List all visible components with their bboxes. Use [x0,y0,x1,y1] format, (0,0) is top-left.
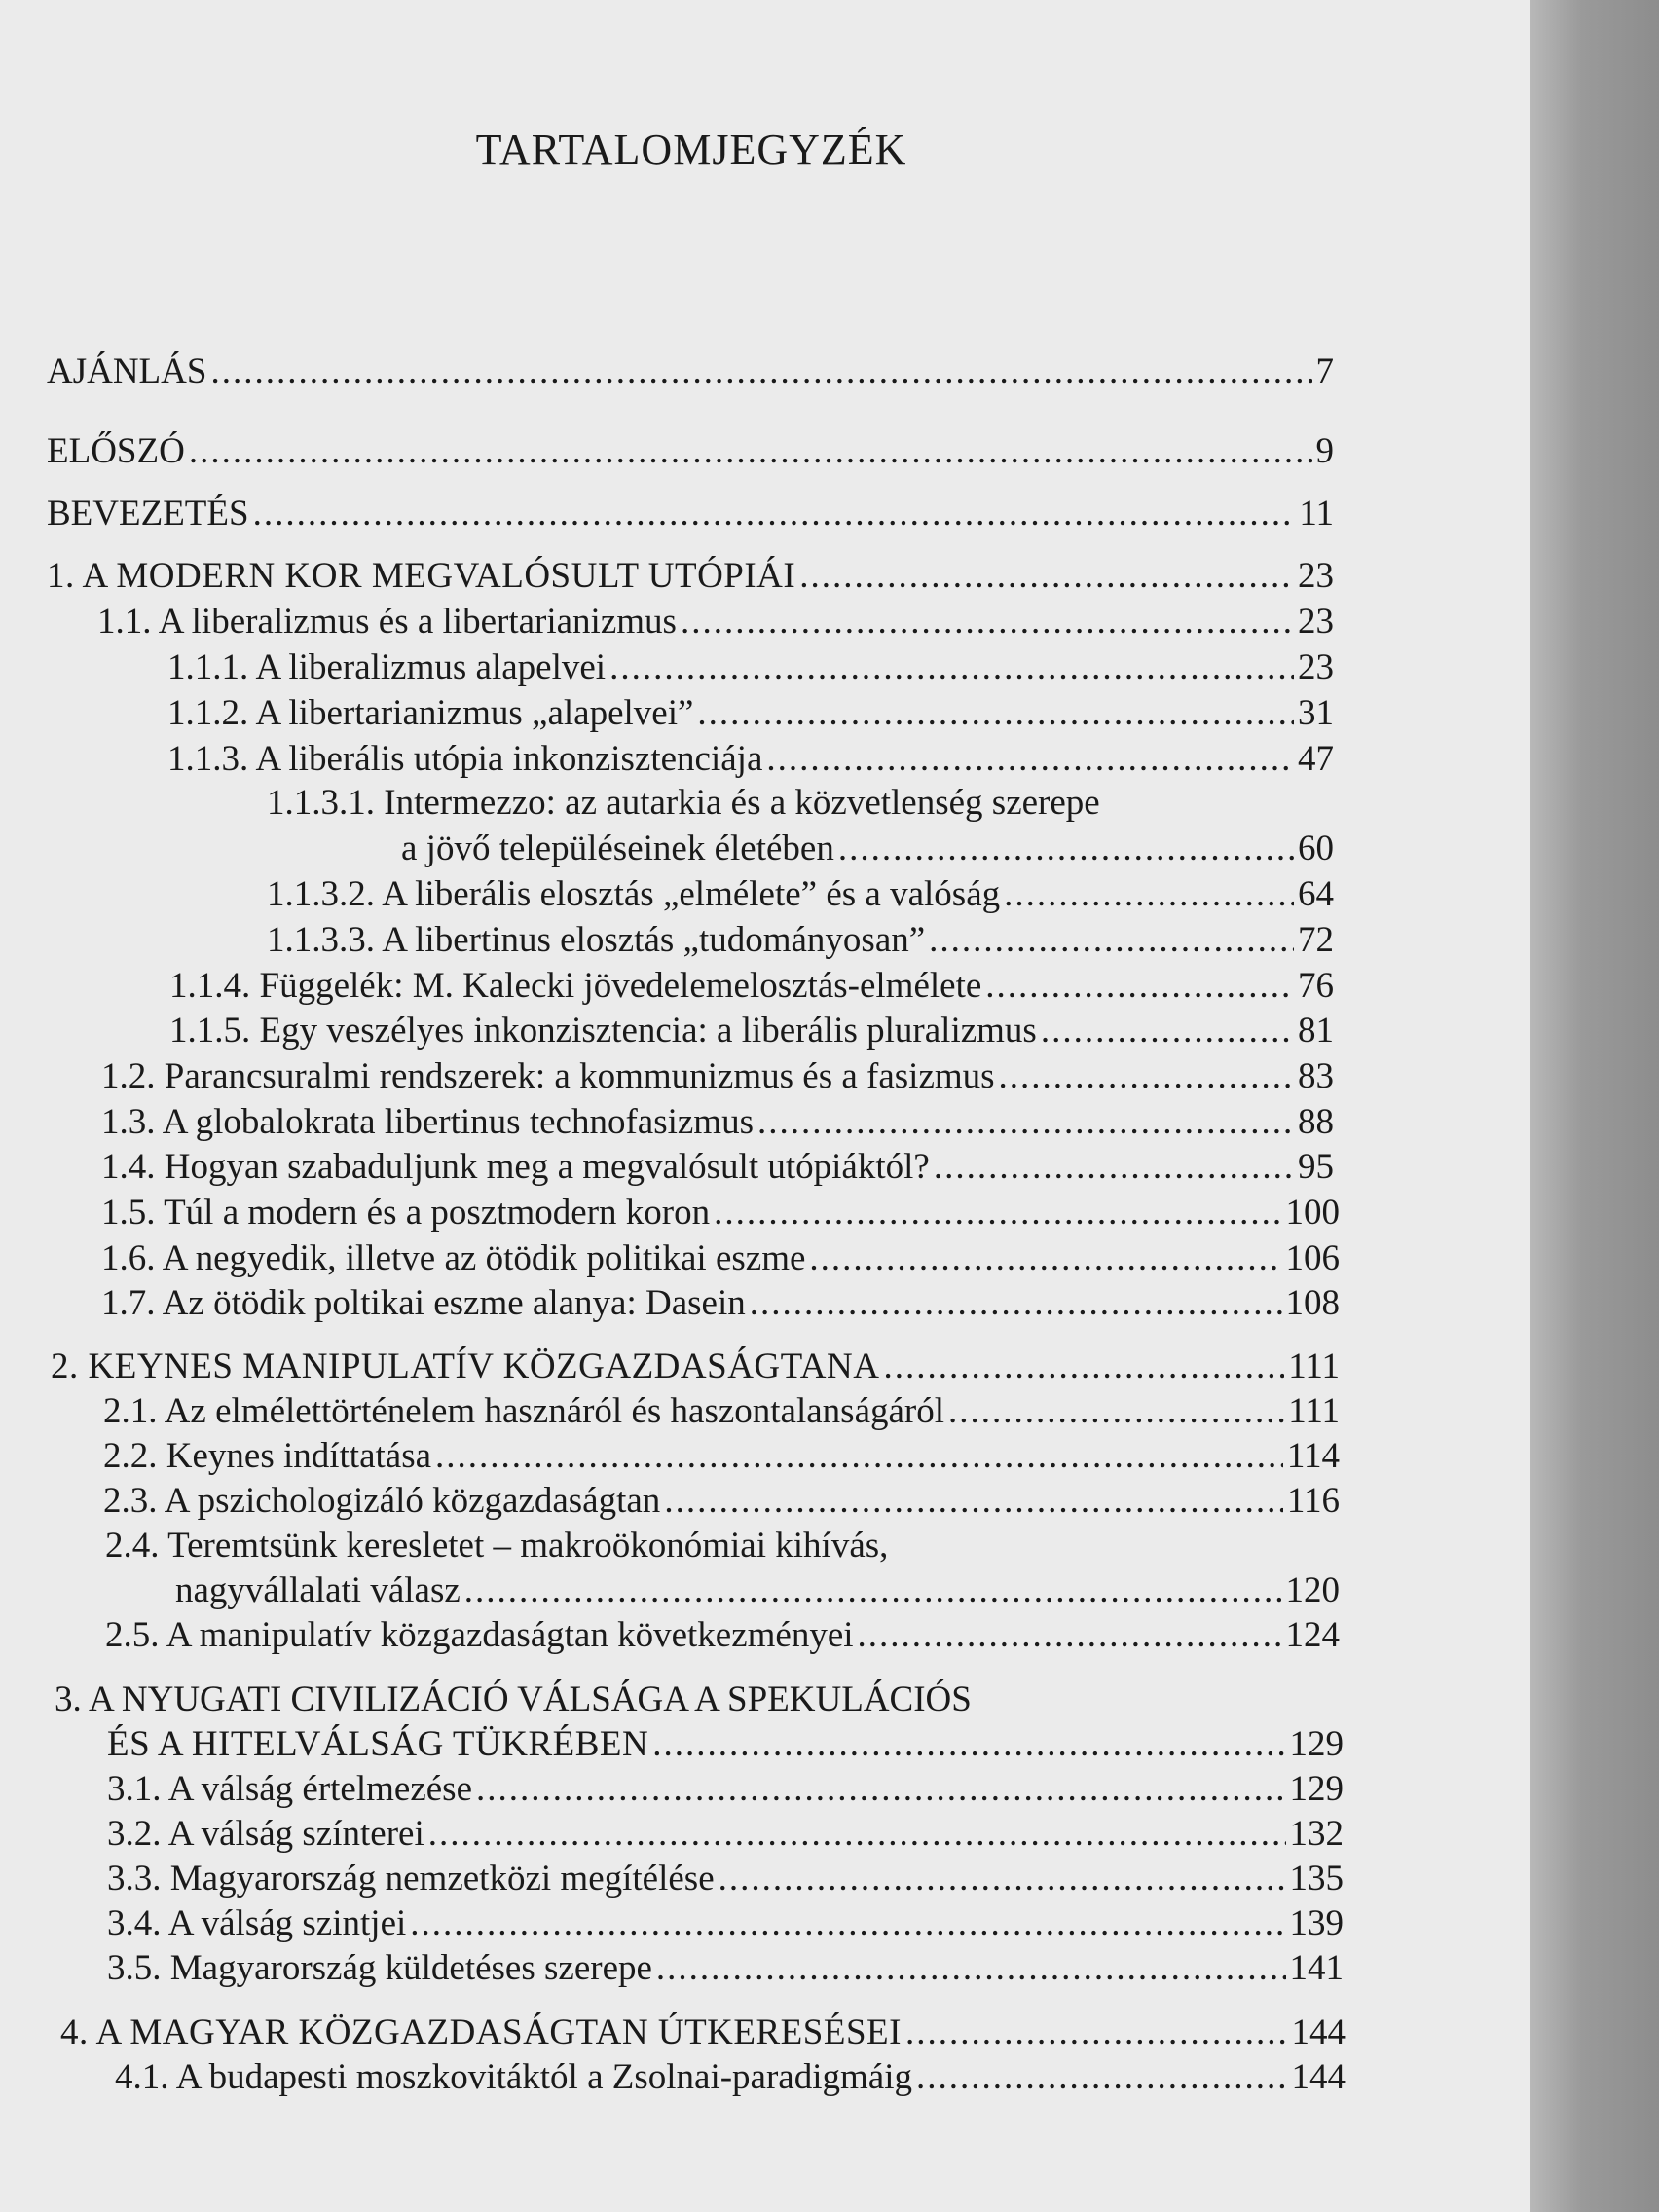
leader-dots [714,1192,1281,1235]
toc-entry-label: 1.1.5. Egy veszélyes inkonzisztencia: a liberális pluralizmus [169,1011,1037,1051]
leader-dots [985,965,1294,1008]
toc-entry-page: 111 [1288,1391,1340,1431]
leader-dots [757,1101,1294,1144]
toc-entry-1-1-3-1-line1: 1.1.3.1. Intermezzo: az autarkia és a közvetlenség szerepe [267,783,1100,823]
toc-entry-1-5 [101,1192,1340,1235]
toc-entry-page: 144 [1291,2057,1346,2097]
toc-entry-label: 2.3. A pszichologizáló közgazdaságtan [103,1481,661,1521]
toc-entry-page: 114 [1286,1436,1340,1476]
toc-entry-page: 139 [1289,1903,1344,1943]
toc-entry-1-1-3-3 [267,919,1334,962]
leader-dots [652,1723,1285,1766]
toc-chapter-3-line1: 3. A NYUGATI CIVILIZÁCIÓ VÁLSÁGA A SPEKULÁCIÓS [55,1679,972,1719]
toc-entry-page: 47 [1298,739,1334,779]
toc-entry-2-4 [175,1569,1340,1612]
leader-dots [858,1614,1282,1657]
toc-entry-label: 2. KEYNES MANIPULATÍV KÖZGAZDASÁGTANA [51,1346,880,1386]
leader-dots [999,1055,1294,1098]
toc-entry-page: 83 [1298,1056,1334,1096]
toc-entry-2-2 [103,1435,1340,1478]
toc-entry-label: 1. A MODERN KOR MEGVALÓSULT UTÓPIÁI [47,556,796,596]
leader-dots [697,692,1294,735]
leader-dots [189,430,1312,473]
leader-dots [435,1435,1283,1478]
toc-entry-label: 1.1. A liberalizmus és a libertarianizmus [97,602,677,642]
toc-entry-1-1-2 [167,692,1334,735]
toc-entry-page: 60 [1298,829,1334,868]
toc-entry-page: 23 [1298,602,1334,642]
toc-entry-page: 116 [1286,1481,1340,1521]
toc-entry-3-2 [107,1813,1344,1856]
leader-dots [664,1480,1283,1523]
toc-entry-page: 23 [1298,556,1334,596]
toc-entry-1-1-5 [169,1010,1334,1052]
toc-entry-2-4-line1: 2.4. Teremtsünk keresletet – makroökonómiai kihívás, [105,1526,889,1566]
toc-entry-1-2 [101,1055,1334,1098]
leader-dots [809,1237,1281,1280]
toc-entry-page: 141 [1289,1948,1344,1988]
toc-entry-page: 106 [1285,1238,1340,1278]
toc-entry-page: 108 [1285,1283,1340,1323]
toc-entry-label: 1.1.3. A liberális utópia inkonzisztenciája [167,739,763,779]
toc-entry-label: 2.1. Az elmélettörténelem hasznáról és haszontalanságáról [103,1391,945,1431]
leader-dots [253,493,1296,535]
toc-entry-label: 1.4. Hogyan szabaduljunk meg a megvalósult utópiáktól? [101,1147,930,1187]
toc-entry-label: ELŐSZÓ [47,431,185,471]
toc-entry-label: 1.3. A globalokrata libertinus technofasizmus [101,1102,754,1142]
leader-dots [464,1569,1282,1612]
toc-entry-page: 129 [1289,1724,1344,1764]
leader-dots [210,350,1311,393]
toc-entry-page: 100 [1285,1193,1340,1233]
toc-entry-1-1-3 [167,738,1334,781]
toc-entry-label: a jövő településeinek életében [401,829,834,868]
toc-entry-page: 72 [1298,920,1334,960]
toc-entry-ajanlas [47,350,1334,393]
toc-entry-page: 144 [1291,2012,1346,2052]
toc-entry-label: 1.5. Túl a modern és a posztmodern koron [101,1193,711,1233]
toc-entry-2-3 [103,1480,1340,1523]
toc-entry-1-1 [97,601,1334,644]
toc-chapter-2 [51,1346,1340,1388]
leader-dots [929,919,1294,962]
leader-dots [799,555,1294,598]
leader-dots [410,1902,1285,1945]
toc-entry-label: 1.1.2. A libertarianizmus „alapelvei” [167,693,694,733]
toc-entry-2-5 [105,1614,1340,1657]
toc-entry-page: 132 [1289,1814,1344,1854]
toc-entry-1-1-3-1 [401,828,1334,870]
leader-dots [1004,873,1294,916]
toc-chapter-4 [60,2011,1346,2054]
toc-entry-1-3 [101,1101,1334,1144]
leader-dots [750,1282,1282,1325]
toc-entry-label: 1.7. Az ötödik poltikai eszme alanya: Dasein [101,1283,746,1323]
toc-entry-page: 64 [1298,874,1334,914]
toc-entry-page: 95 [1298,1147,1334,1187]
leader-dots [476,1768,1285,1811]
leader-dots [916,2056,1288,2099]
leader-dots [681,601,1294,644]
toc-entry-page: 135 [1289,1859,1344,1899]
leader-dots [905,2011,1288,2054]
toc-entry-label: 1.1.1. A liberalizmus alapelvei [167,647,607,687]
leader-dots [934,1146,1294,1189]
toc-entry-page: 76 [1298,966,1334,1006]
toc-entry-label: 3.3. Magyarország nemzetközi megítélése [107,1859,715,1899]
toc-entry-page: 31 [1298,693,1334,733]
toc-entry-label: AJÁNLÁS [47,351,207,391]
toc-entry-label: 3.5. Magyarország küldetéses szerepe [107,1948,652,1988]
toc-entry-page: 23 [1298,647,1334,687]
leader-dots [883,1346,1284,1388]
toc-chapter-3 [107,1723,1344,1766]
toc-entry-label: 1.1.3.3. A libertinus elosztás „tudományosan” [267,920,926,960]
toc-entry-label: 4. A MAGYAR KÖZGAZDASÁGTAN ÚTKERESÉSEI [60,2012,902,2052]
toc-entry-label: ÉS A HITELVÁLSÁG TÜKRÉBEN [107,1724,649,1764]
toc-entry-page: 129 [1289,1769,1344,1809]
toc-entry-eloszo [47,430,1334,473]
toc-entry-3-3 [107,1858,1344,1900]
toc-entry-label: 1.2. Parancsuralmi rendszerek: a kommunizmus és a fasizmus [101,1056,995,1096]
toc-entry-label: 2.5. A manipulatív közgazdaságtan következményei [105,1615,854,1655]
leader-dots [609,646,1294,689]
leader-dots [656,1947,1286,1990]
toc-entry-label: BEVEZETÉS [47,494,249,534]
toc-entry-page: 81 [1298,1011,1334,1051]
toc-entry-page: 7 [1315,351,1334,391]
toc-chapter-1 [47,555,1334,598]
toc-entry-label: 2.2. Keynes indíttatása [103,1436,432,1476]
toc-entry-1-6 [101,1237,1340,1280]
toc-entry-3-1 [107,1768,1344,1811]
toc-entry-label: 1.1.4. Függelék: M. Kalecki jövedelemelosztás-elmélete [169,966,982,1006]
toc-entry-page: 11 [1299,494,1334,534]
toc-entry-3-4 [107,1902,1344,1945]
toc-entry-label: 3.1. A válság értelmezése [107,1769,473,1809]
toc-entry-4-1 [115,2056,1346,2099]
toc-entry-label: 1.1.3.2. A liberális elosztás „elmélete” és a valóság [267,874,1001,914]
toc-entry-label: 1.6. A negyedik, illetve az ötödik politikai eszme [101,1238,806,1278]
toc-entry-1-1-4 [169,965,1334,1008]
toc-entry-page: 88 [1298,1102,1334,1142]
leader-dots [766,738,1294,781]
book-spine [1530,0,1659,2212]
toc-entry-2-1 [103,1390,1340,1433]
toc-entry-label: 4.1. A budapesti moszkovitáktól a Zsolnai-paradigmáig [115,2057,912,2097]
toc-entry-label: nagyvállalati válasz [175,1570,461,1610]
toc-entry-page: 124 [1285,1615,1340,1655]
toc-entry-page: 111 [1288,1346,1340,1386]
leader-dots [1041,1010,1294,1052]
toc-entry-3-5 [107,1947,1344,1990]
toc-entry-1-4 [101,1146,1334,1189]
toc-entry-label: 3.2. A válság színterei [107,1814,424,1854]
leader-dots [428,1813,1286,1856]
toc-entry-1-1-3-2 [267,873,1334,916]
page-title: TARTALOMJEGYZÉK [475,126,907,173]
toc-entry-page: 120 [1285,1570,1340,1610]
toc-entry-1-1-1 [167,646,1334,689]
toc-entry-page: 9 [1315,431,1334,471]
leader-dots [838,828,1294,870]
toc-entry-label: 3.4. A válság szintjei [107,1903,407,1943]
toc-entry-bevezetes [47,493,1334,535]
leader-dots [948,1390,1284,1433]
toc-entry-1-7 [101,1282,1340,1325]
leader-dots [719,1858,1286,1900]
